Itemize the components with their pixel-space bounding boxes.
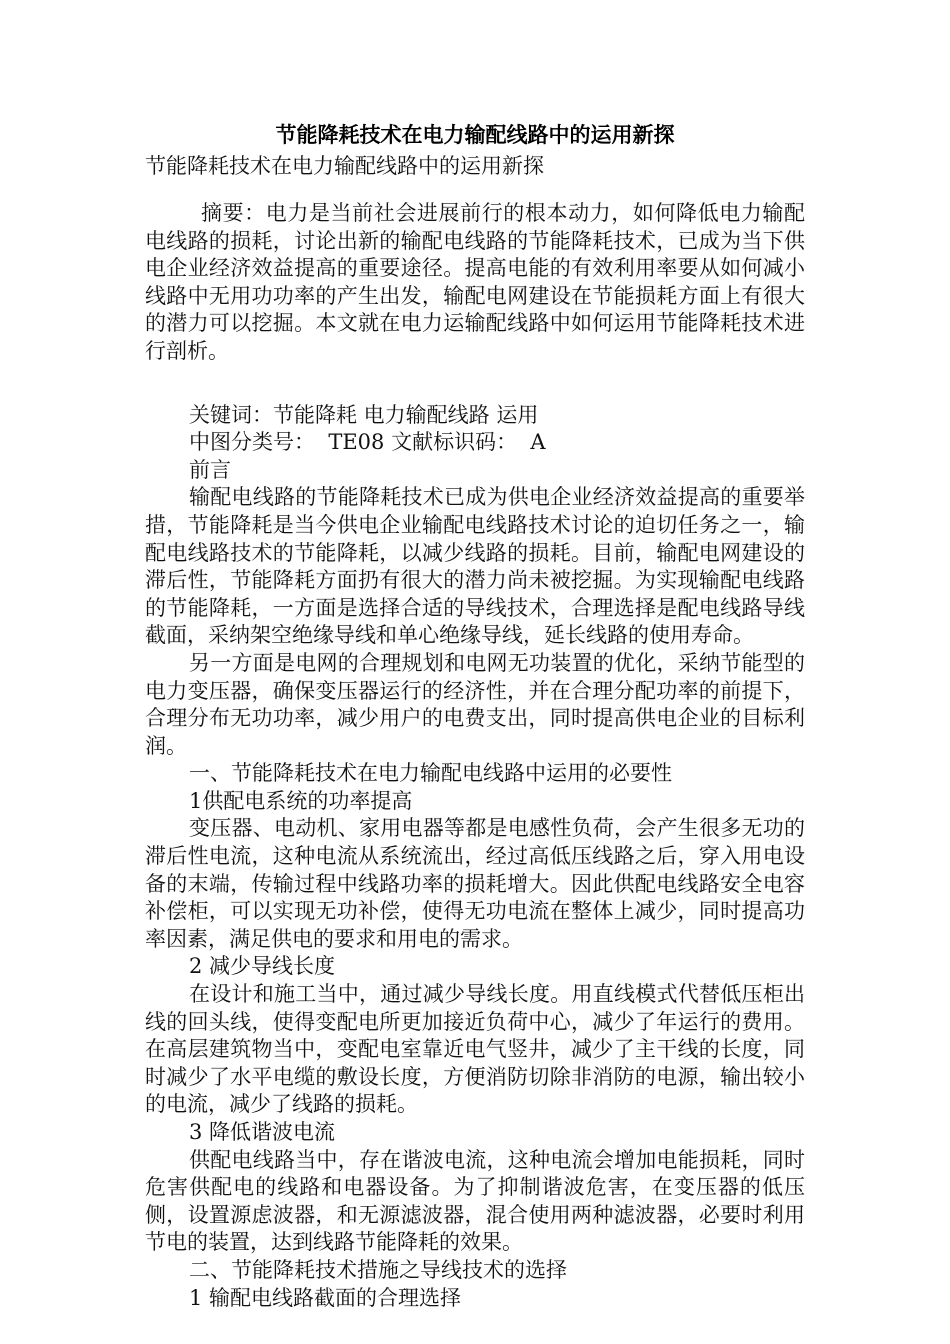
preface-heading: 前言 — [189, 457, 231, 482]
preface-paragraph-2: 另一方面是电网的合理规划和电网无功装置的优化，采纳节能型的电力变压器，确保变压器运行的经济性，并在合理分配功率的前提下，合理分布无功功率，减少用户的电费支出，同时提高供电企业的目标利润。 — [145, 650, 805, 758]
section-1-1-heading: 1供配电系统的功率提高 — [189, 788, 413, 813]
keywords-line: 关键词：节能降耗 电力输配线路 运用 — [189, 402, 539, 427]
section-1-heading: 一、节能降耗技术在电力输配电线路中运用的必要性 — [189, 761, 672, 786]
abstract-paragraph: 摘要：电力是当前社会进展前行的根本动力，如何降低电力输配电线路的损耗，讨论出新的输配电线路的节能降耗技术，已成为当下供电企业经济效益提高的重要途径。提高电能的有效利用率要从如何减小线路中无用功功率的产生出发，输配电网建设在节能损耗方面上有很大的潜力可以挖掘。本文就在电力运输配线路中如何运用节能降耗技术进行剖析。 — [145, 201, 805, 363]
section-1-3-heading: 3 降低谐波电流 — [189, 1120, 336, 1144]
document-page — [145, 118, 805, 1312]
spacer — [145, 366, 805, 402]
document-title: 节能降耗技术在电力输配线路中的运用新探 — [275, 123, 675, 147]
document-subtitle: 节能降耗技术在电力输配线路中的运用新探 — [145, 154, 544, 178]
preface-paragraph-1: 输配电线路的节能降耗技术已成为供电企业经济效益提高的重要举措，节能降耗是当今供电企业输配电线路技术讨论的迫切任务之一，输配电线路技术的节能降耗，以减少线路的损耗。目前，输配电网建设的滞后性，节能降耗方面扔有很大的潜力尚未被挖掘。为实现输配电线路的节能降耗，一方面是选择合适的导线技术，合理选择是配电线路导线截面，采纳架空绝缘导线和单心绝缘导线，延长线路的使用寿命。 — [145, 485, 805, 648]
section-2-1-heading: 1 输配电线路截面的合理选择 — [189, 1285, 462, 1310]
section-1-1-paragraph: 变压器、电动机、家用电器等都是电感性负荷，会产生很多无功的滞后性电流，这种电流从系统流出，经过高低压线路之后，穿入用电设备的末端，传输过程中线路功率的损耗增大。因此供配电线路安全电容补偿柜，可以实现无功补偿，使得无功电流在整体上减少，同时提高功率因素，满足供电的要求和用电的需求。 — [145, 816, 805, 951]
section-1-2-heading: 2 减少导线长度 — [189, 954, 336, 979]
section-1-3-paragraph: 供配电线路当中，存在谐波电流，这种电流会增加电能损耗，同时危害供配电的线路和电器设备。为了抑制谐波危害，在变压器的低压侧，设置源虑波器，和无源滤波器，混合使用两种滤波器，必要时利用节电的装置，达到线路节能降耗的效果。 — [145, 1147, 805, 1255]
section-2-heading: 二、节能降耗技术措施之导线技术的选择 — [189, 1257, 567, 1282]
section-1-2-paragraph: 在设计和施工当中，通过减少导线长度。用直线模式代替低压柜出线的回头线，使得变配电所更加接近负荷中心，减少了年运行的费用。在高层建筑物当中，变配电室靠近电气竖井，减少了主干线的长度，同时减少了水平电缆的敷设长度，方便消防切除非消防的电源，输出较小的电流，减少了线路的损耗。 — [145, 982, 805, 1117]
classification-line: 中图分类号： TE08 文献标识码： A — [189, 430, 546, 455]
